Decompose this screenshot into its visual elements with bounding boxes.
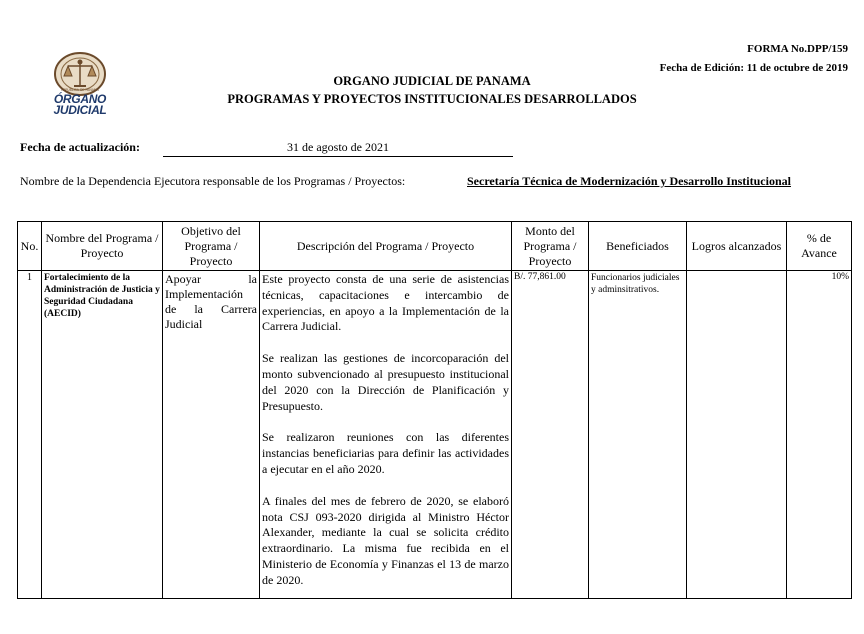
project-beneficiaries: Funcionarios judiciales y adminsitrativos. [589,271,687,599]
project-name: Fortalecimiento de la Administración de Justicia y Seguridad Ciudadana (AECID) [42,271,163,599]
dependency-value: Secretaría Técnica de Modernización y Desarrollo Institucional [467,174,791,188]
description-paragraph: A finales del mes de febrero de 2020, se elaboró nota CSJ 093-2020 dirigida al Ministro Héctor Alexander, mediante la cual se solicita crédito extraordinario. La misma fue recibida en el Ministerio de Economía y Finanzas el 13 de marzo de 2020. [262,493,509,587]
col-header-beneficiaries: Beneficiados [589,222,687,271]
project-progress: 10% [787,271,852,599]
col-header-progress: % de Avance [787,222,852,271]
description-paragraph: Se realizaron reuniones con las diferentes instancias beneficiarias para definir las actividades a ejecutar en el año 2020. [262,430,509,476]
form-number: FORMA No.DPP/159 [747,43,848,55]
project-amount: B/. 77,861.00 [512,271,589,599]
description-paragraph: Este proyecto consta de una serie de asistencias técnicas, capacitaciones e intercambio de experiencias, en apoyo a la Implementación de la Carrera Judicial. [262,272,509,334]
col-header-description: Descripción del Programa / Proyecto [260,222,512,271]
update-date-value: 31 de agosto de 2021 [163,140,513,157]
description-paragraph: Se realizan las gestiones de incorcoparación del monto subvencionado al presupuesto institucional del 2020 con la Dirección de Planificación y Presupuesto. [262,351,509,413]
col-header-achievements: Logros alcanzados [687,222,787,271]
col-header-no: No. [18,222,42,271]
project-description [260,271,512,599]
col-header-amount: Monto del Programa / Proyecto [512,222,589,271]
row-number: 1 [18,271,42,599]
dependency-label: Nombre de la Dependencia Ejecutora responsable de los Programas / Proyectos: [20,174,406,188]
svg-text:REPÚBLICA DE PANAMÁ: REPÚBLICA DE PANAMÁ [61,88,99,92]
col-header-name: Nombre del Programa / Proyecto [42,222,163,271]
title-line-2: PROGRAMAS Y PROYECTOS INSTITUCIONALES DESARROLLADOS [227,92,637,106]
edition-date: Fecha de Edición: 11 de octubre de 2019 [659,62,848,74]
title-line-1: ORGANO JUDICIAL DE PANAMA [333,74,531,88]
document-title [0,72,864,108]
project-achievements [687,271,787,599]
update-date-label: Fecha de actualización: [20,140,140,154]
col-header-objective: Objetivo del Programa / Proyecto [163,222,260,271]
table-header-row [18,222,852,271]
table-row [18,271,852,599]
projects-table [17,221,852,599]
project-objective: Apoyar la Implementación de la Carrera Judicial [163,271,260,599]
logo-text: ÓRGANO JUDICIAL [53,92,107,117]
